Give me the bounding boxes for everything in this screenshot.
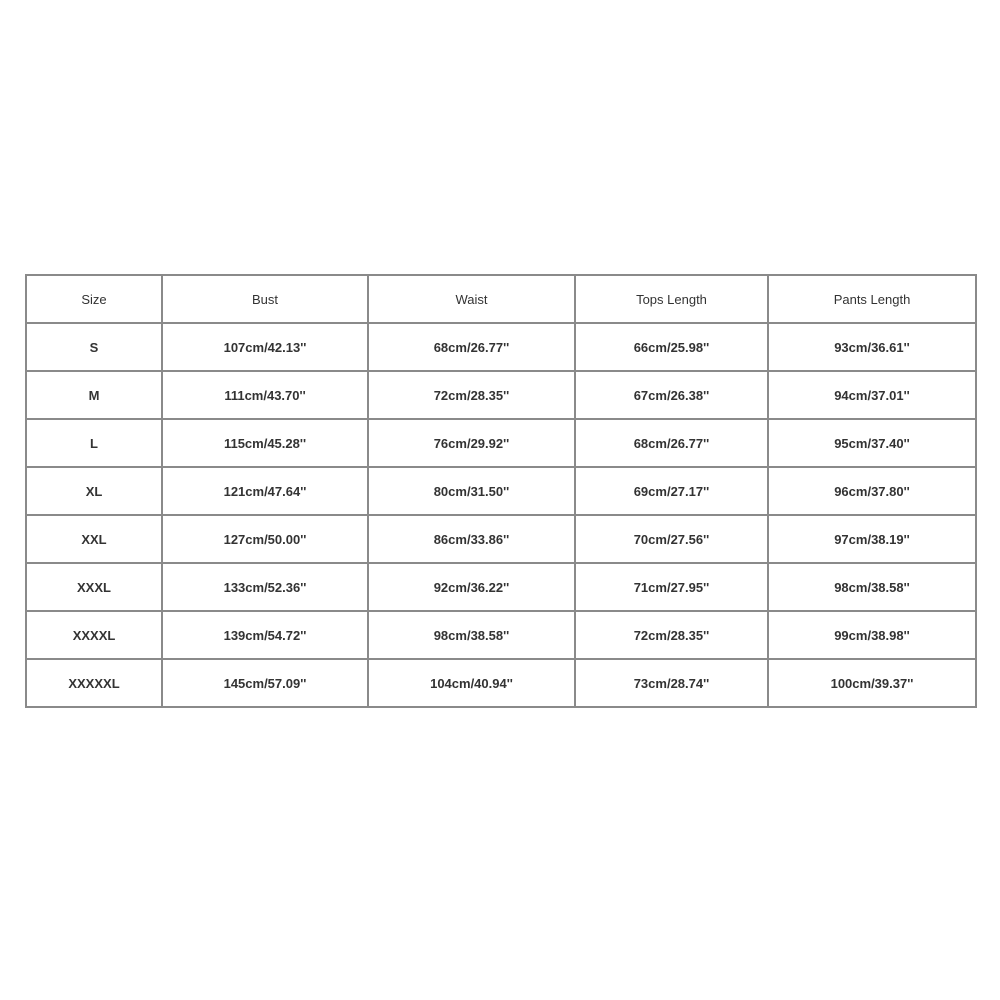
table-row [26,659,976,707]
cell-tops-length: 67cm/26.38'' [575,371,768,419]
table-row [26,323,976,371]
size-chart-table [25,274,977,708]
cell-bust: 127cm/50.00'' [162,515,368,563]
cell-tops-length: 70cm/27.56'' [575,515,768,563]
table-row [26,371,976,419]
header-pants-length: Pants Length [768,275,976,323]
cell-tops-length: 73cm/28.74'' [575,659,768,707]
cell-waist: 68cm/26.77'' [368,323,575,371]
cell-pants-length: 98cm/38.58'' [768,563,976,611]
cell-waist: 104cm/40.94'' [368,659,575,707]
cell-bust: 133cm/52.36'' [162,563,368,611]
cell-size: XXL [26,515,162,563]
table-row [26,611,976,659]
cell-pants-length: 99cm/38.98'' [768,611,976,659]
cell-waist: 76cm/29.92'' [368,419,575,467]
header-size: Size [26,275,162,323]
header-bust: Bust [162,275,368,323]
cell-pants-length: 97cm/38.19'' [768,515,976,563]
cell-waist: 72cm/28.35'' [368,371,575,419]
cell-pants-length: 94cm/37.01'' [768,371,976,419]
cell-size: XXXXXL [26,659,162,707]
cell-bust: 121cm/47.64'' [162,467,368,515]
table-row [26,467,976,515]
cell-bust: 111cm/43.70'' [162,371,368,419]
cell-pants-length: 100cm/39.37'' [768,659,976,707]
cell-size: M [26,371,162,419]
cell-size: XXXL [26,563,162,611]
size-chart-header [26,275,976,323]
cell-bust: 145cm/57.09'' [162,659,368,707]
cell-tops-length: 68cm/26.77'' [575,419,768,467]
cell-size: L [26,419,162,467]
cell-tops-length: 66cm/25.98'' [575,323,768,371]
size-chart-body [26,323,976,707]
header-tops-length: Tops Length [575,275,768,323]
cell-tops-length: 69cm/27.17'' [575,467,768,515]
cell-tops-length: 72cm/28.35'' [575,611,768,659]
header-row [26,275,976,323]
cell-size: XXXXL [26,611,162,659]
cell-pants-length: 95cm/37.40'' [768,419,976,467]
table-row [26,515,976,563]
table-row [26,419,976,467]
cell-waist: 80cm/31.50'' [368,467,575,515]
cell-pants-length: 96cm/37.80'' [768,467,976,515]
cell-size: S [26,323,162,371]
cell-waist: 92cm/36.22'' [368,563,575,611]
header-waist: Waist [368,275,575,323]
table-row [26,563,976,611]
cell-size: XL [26,467,162,515]
cell-bust: 107cm/42.13'' [162,323,368,371]
cell-bust: 139cm/54.72'' [162,611,368,659]
cell-waist: 86cm/33.86'' [368,515,575,563]
cell-bust: 115cm/45.28'' [162,419,368,467]
cell-waist: 98cm/38.58'' [368,611,575,659]
cell-tops-length: 71cm/27.95'' [575,563,768,611]
cell-pants-length: 93cm/36.61'' [768,323,976,371]
